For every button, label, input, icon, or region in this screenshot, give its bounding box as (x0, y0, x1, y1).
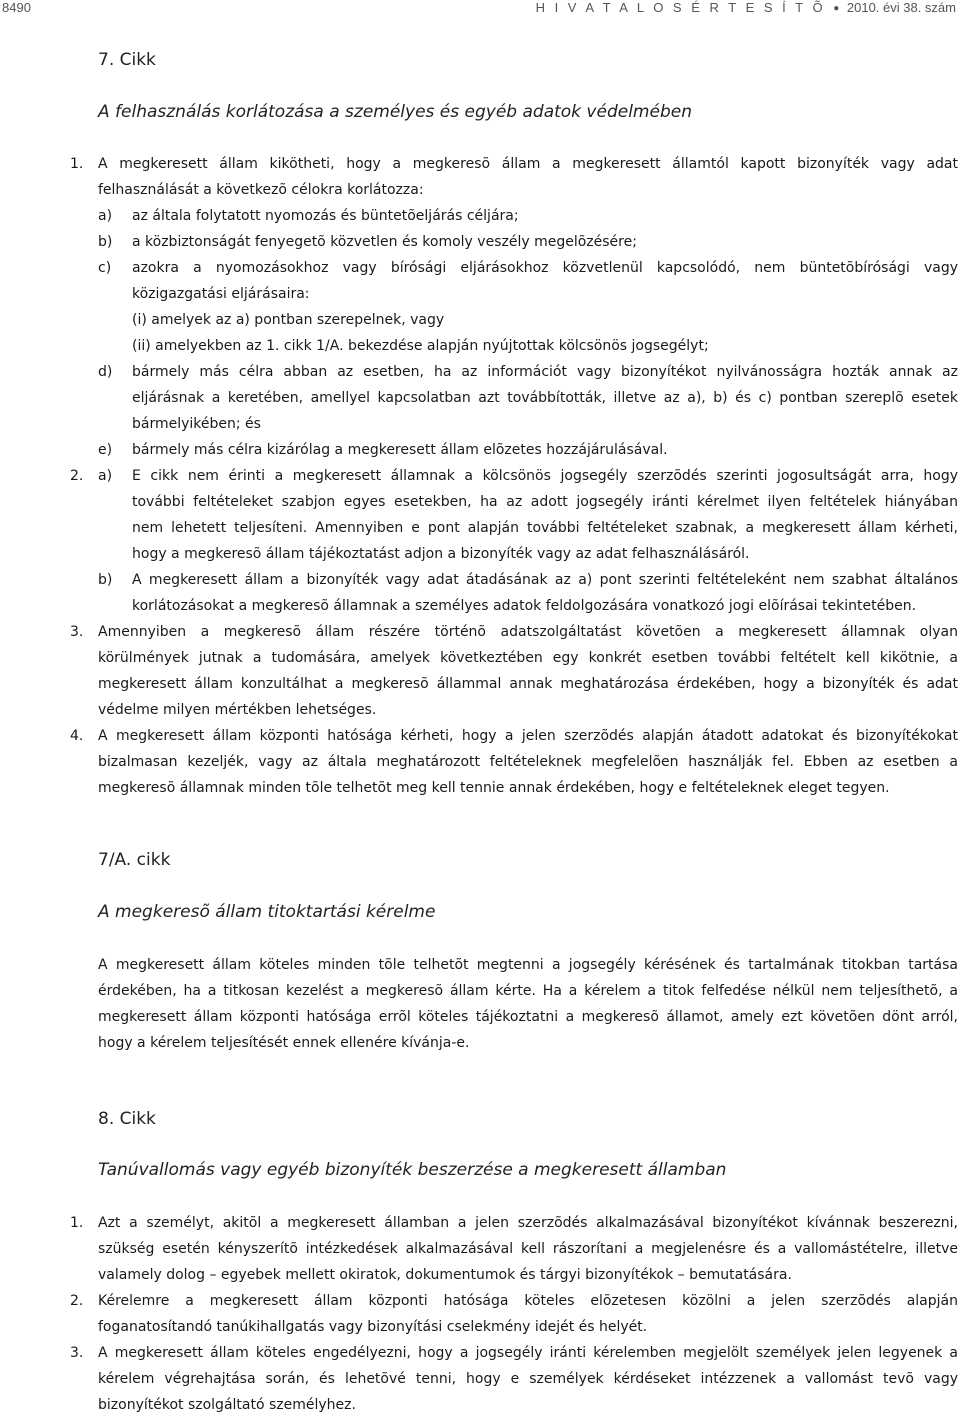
line-text: hogy a kérelem teljesítését ennek ellenére kívánja-e. (98, 1035, 470, 1051)
text-line (98, 1004, 958, 1030)
line-text: A megkeresett állam kikötheti, hogy a megkeresõ állam a megkeresett államtól kapott bizonyíték vagy adat (98, 156, 958, 172)
line-text: körülmények jutnak a tudomására, amelyek következtében egy konkrét esetben további feltételt kell kikötnie, a (98, 650, 958, 666)
text-line (98, 437, 958, 463)
line-text: megkeresõ államnak minden tõle telhetõt meg kell tennie annak érdekében, hogy e feltételeknek eleget tegyen. (98, 780, 890, 796)
line-text: A megkeresett állam köteles engedélyezni, hogy a jogsegély iránti kérelemben megjelölt személyek jelen legyenek a (98, 1345, 958, 1361)
text-line (98, 333, 958, 359)
text-line (98, 359, 958, 385)
bullet-icon: ● (833, 3, 840, 14)
text-line (98, 203, 958, 229)
text-line (98, 775, 958, 801)
text-line (98, 385, 958, 411)
text-line (70, 723, 958, 749)
line-text: megkeresett állam központi hatósága errõl köteles tájékoztatni a megkeresõ államot, amely ezt követõen dönt arról, (98, 1009, 958, 1025)
text-line (98, 671, 958, 697)
text-line (98, 952, 958, 978)
line-text: hogy a megkeresõ állam tájékoztatást adjon a bizonyíték vagy az adat felhasználásáról. (132, 546, 750, 562)
article-7a-subtitle: A megkeresõ állam titoktartási kérelme (98, 902, 436, 922)
line-text: felhasználását a következõ célokra korlátozza: (98, 182, 424, 198)
line-text: megkeresett állam konzultálhat a megkeresõ állammal annak meghatározása érdekében, hogy a bizonyíték és adat (98, 676, 958, 692)
text-line (98, 567, 958, 593)
item-label: c) (98, 260, 112, 276)
line-text: közigazgatási eljárásaira: (132, 286, 310, 302)
line-text: A megkeresett állam a bizonyíték vagy adat átadásának az a) pont szerinti feltételeként nem szabhat általános (132, 572, 958, 588)
article-7a-title: 7/A. cikk (98, 850, 171, 870)
item-label: b) (98, 234, 113, 250)
article-8-subtitle: Tanúvallomás vagy egyéb bizonyíték beszerzése a megkeresett államban (98, 1160, 727, 1180)
text-line (70, 1340, 958, 1366)
line-text: szükség esetén kényszerítõ intézkedések alkalmazásával kell rászorítani a megjelenésre és a vallomástételre, illetve (98, 1241, 958, 1257)
journal-name: H I V A T A L O S É R T E S Í T Õ (535, 0, 826, 15)
text-line (98, 697, 958, 723)
text-line (98, 1392, 958, 1418)
text-line (98, 229, 958, 255)
text-line (70, 1210, 958, 1236)
line-text: eljárásnak a keretében, amellyel kapcsolatban azt továbbították, illetve az a), b) és c) pontban szereplõ esetek (132, 390, 958, 406)
line-text: bármely más célra kizárólag a megkeresett állam elõzetes hozzájárulásával. (132, 442, 668, 458)
line-text: korlátozásokat a megkeresõ államnak a személyes adatok feldolgozására vonatkozó jogi elõírásai tekintetében. (132, 598, 917, 614)
article-7-subtitle: A felhasználás korlátozása a személyes és egyéb adatok védelmében (98, 102, 692, 122)
text-line (98, 515, 958, 541)
text-line (98, 411, 958, 437)
text-line (98, 541, 958, 567)
line-text: kérelem végrehajtása során, és lehetõvé tenni, hogy e személyek kérdéseket intézzenek a vallomást tevõ vagy (98, 1371, 958, 1387)
line-text: a közbiztonságát fenyegetõ közvetlen és komoly veszély megelõzésére; (132, 234, 637, 250)
text-line (98, 489, 958, 515)
article-7a-body (98, 952, 958, 1056)
line-text: (i) amelyek az a) pontban szerepelnek, vagy (132, 312, 445, 328)
line-text: A megkeresett állam köteles minden tõle telhetõt megtenni a jogsegély kérésének és tartalmának titokban tartása (98, 957, 958, 973)
journal-issue: 2010. évi 38. szám (846, 0, 956, 15)
article-8-body (70, 1210, 958, 1418)
text-line (98, 1314, 958, 1340)
item-label: a) (98, 208, 113, 224)
journal-title (536, 0, 956, 15)
line-text: bizonyítékot szolgáltató személyhez. (98, 1397, 356, 1413)
line-text: Kérelemre a megkeresett állam központi hatósága köteles elõzetesen közölni a jelen szerzõdés alapján (98, 1293, 958, 1309)
line-text: bizalmasan kezeljék, vagy az általa meghatározott feltételeknek megfelelõen használják fel. Ebben az esetben a (98, 754, 958, 770)
paragraph-number: 3. (70, 624, 84, 640)
text-line (70, 151, 958, 177)
item-label: b) (98, 572, 113, 588)
line-text: az általa folytatott nyomozás és büntetõeljárás céljára; (132, 208, 519, 224)
text-line (98, 1366, 958, 1392)
article-7-body (70, 151, 958, 801)
paragraph-number: 3. (70, 1345, 84, 1361)
text-line (98, 593, 958, 619)
line-text: Amennyiben a megkeresõ állam részére történõ adatszolgáltatást követõen a megkeresett államnak olyan (98, 624, 958, 640)
text-line (70, 1288, 958, 1314)
text-line (98, 281, 958, 307)
paragraph-number: 2. (70, 468, 84, 484)
paragraph-number: 1. (70, 156, 84, 172)
paragraph-number: 1. (70, 1215, 84, 1231)
page-number: 8490 (2, 0, 31, 15)
text-line (70, 463, 958, 489)
line-text: további feltételeket szabjon egyes esetekben, ha az adott jogsegély iránti kérelmet ilyen feltételek hiányában (132, 494, 958, 510)
text-line (98, 1262, 958, 1288)
paragraph-number: 4. (70, 728, 84, 744)
item-label: e) (98, 442, 113, 458)
text-line (70, 619, 958, 645)
text-line (98, 1236, 958, 1262)
page-header (0, 0, 960, 24)
item-label: d) (98, 364, 113, 380)
text-line (98, 978, 958, 1004)
line-text: bármelyikében; és (132, 416, 261, 432)
line-text: foganatosítandó tanúkihallgatás vagy bizonyítási cselekmény idejét és helyét. (98, 1319, 648, 1335)
text-line (98, 749, 958, 775)
line-text: valamely dolog – egyebek mellett okiratok, dokumentumok és tárgyi bizonyítékok – bemutatására. (98, 1267, 792, 1283)
article-7-title: 7. Cikk (98, 50, 156, 70)
text-line (98, 177, 958, 203)
article-8-title: 8. Cikk (98, 1109, 156, 1129)
item-label: a) (98, 468, 113, 484)
line-text: azokra a nyomozásokhoz vagy bírósági eljárásokhoz közvetlenül kapcsolódó, nem büntetõbírósági vagy (132, 260, 958, 276)
line-text: nem lehetett teljesíteni. Amennyiben e pont alapján további feltételeket szabnak, a megkeresett állam kérheti, (132, 520, 958, 536)
line-text: E cikk nem érinti a megkeresett államnak a kölcsönös jogsegély szerzõdés szerinti jogosultságát arra, hogy (132, 468, 958, 484)
line-text: Azt a személyt, akitõl a megkeresett államban a jelen szerzõdés alkalmazásával bizonyítékot kívánnak beszerezni, (98, 1215, 958, 1231)
line-text: A megkeresett állam központi hatósága kérheti, hogy a jelen szerzõdés alapján átadott adatokat és bizonyítékokat (98, 728, 958, 744)
line-text: védelme milyen mértékben lehetséges. (98, 702, 377, 718)
text-line (98, 1030, 958, 1056)
text-line (98, 307, 958, 333)
line-text: (ii) amelyekben az 1. cikk 1/A. bekezdése alapján nyújtottak kölcsönös jogsegélyt; (132, 338, 709, 354)
paragraph-number: 2. (70, 1293, 84, 1309)
line-text: érdekében, ha a titkosan kezelést a megkeresõ állam kérte. Ha a kérelem a titok felfedése nélkül nem teljesíthetõ, a (98, 983, 958, 999)
line-text: bármely más célra abban az esetben, ha az információt vagy bizonyítékot nyilvánosságra hozták annak az (132, 364, 958, 380)
text-line (98, 255, 958, 281)
text-line (98, 645, 958, 671)
